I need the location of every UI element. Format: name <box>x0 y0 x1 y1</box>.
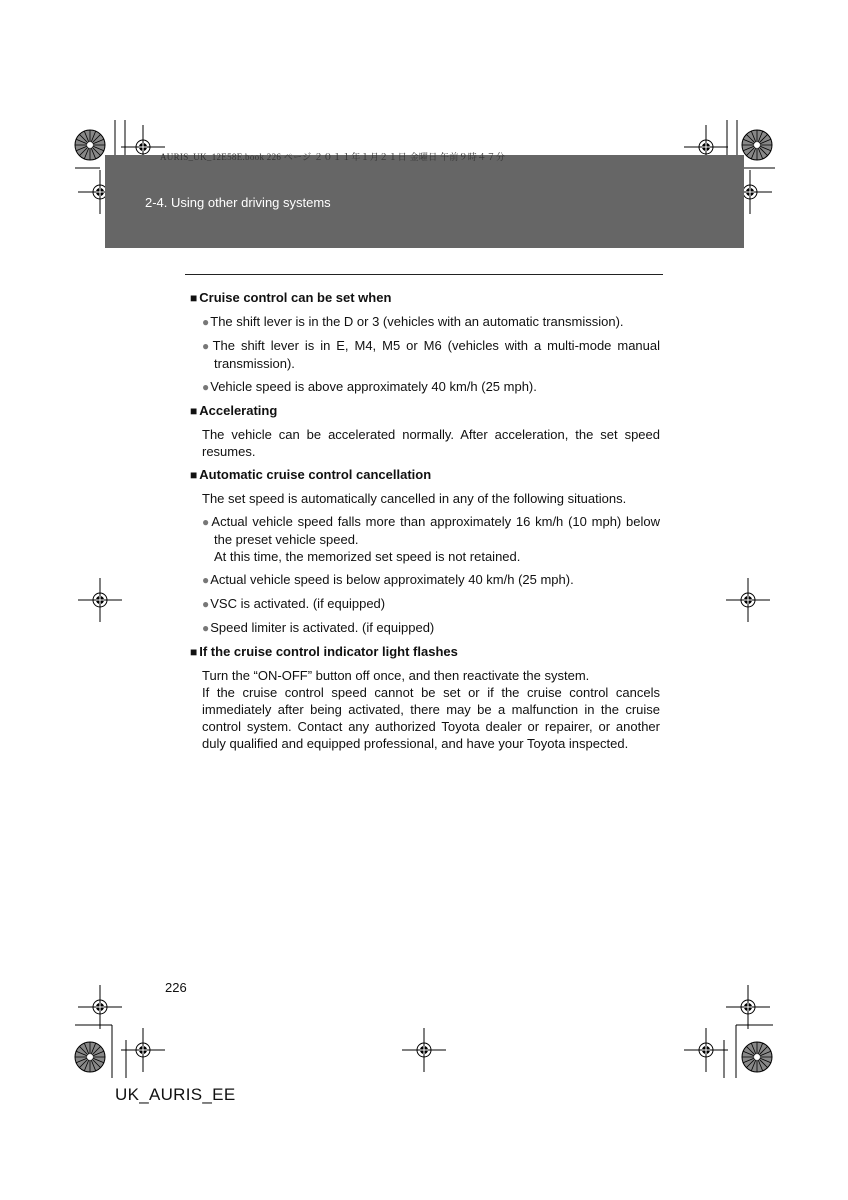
registration-sunburst-icon <box>742 130 772 160</box>
list-item: ●The shift lever is in the D or 3 (vehicles with an automatic transmission). <box>202 314 624 329</box>
page-content <box>190 289 660 758</box>
square-bullet-icon: ■ <box>190 645 198 659</box>
list-item: ●VSC is activated. (if equipped) <box>202 596 386 611</box>
list-item: ●The shift lever is in E, M4, M5 or M6 (vehicles with a multi-mode manual transmission). <box>202 338 661 371</box>
paragraph: The vehicle can be accelerated normally. After acceleration, the set speed resumes. <box>202 427 660 459</box>
section-heading: ■ Cruise control can be set when <box>190 290 392 305</box>
crosshair-icon <box>726 985 770 1029</box>
bullet-icon: ● <box>202 515 211 529</box>
square-bullet-icon: ■ <box>190 291 198 305</box>
square-bullet-icon: ■ <box>190 468 198 482</box>
bullet-icon: ● <box>202 315 210 329</box>
square-bullet-icon: ■ <box>190 404 198 418</box>
list-item: ●Speed limiter is activated. (if equipped) <box>202 620 435 635</box>
registration-sunburst-icon <box>742 1042 772 1072</box>
registration-sunburst-icon <box>75 1042 105 1072</box>
list-item: ●Actual vehicle speed is below approximately 40 km/h (25 mph). <box>202 572 574 587</box>
registration-sunburst-icon <box>75 130 105 160</box>
paragraph: If the cruise control speed cannot be set or if the cruise control cancels immediately after being activated, there may be a malfunction in the cruise control system. Contact any authorized Toyota dealer or repairer, or another duly qualified and equipped professional, and have your Toyota inspected. <box>202 685 660 751</box>
crosshair-icon <box>78 578 122 622</box>
section-heading: ■ Accelerating <box>190 403 278 418</box>
bullet-icon: ● <box>202 573 210 587</box>
section-heading: ■ If the cruise control indicator light flashes <box>190 644 458 659</box>
crosshair-icon <box>684 1028 728 1072</box>
paragraph: The set speed is automatically cancelled in any of the following situations. <box>202 491 627 506</box>
top-rule <box>185 274 663 275</box>
document-code: UK_AURIS_EE <box>115 1085 236 1104</box>
paragraph: Turn the “ON-OFF” button off once, and then reactivate the system. <box>202 668 590 683</box>
crosshair-icon <box>726 578 770 622</box>
bullet-icon: ● <box>202 597 210 611</box>
list-item: ●Vehicle speed is above approximately 40 km/h (25 mph). <box>202 379 537 394</box>
crosshair-icon <box>402 1028 446 1072</box>
crosshair-icon <box>121 1028 165 1072</box>
page-number: 226 <box>165 980 187 995</box>
crosshair-icon <box>78 985 122 1029</box>
file-info-line: AURIS_UK_12E58E.book 226 ページ ２０１１年１月２１日 金曜日 午前９時４７分 <box>160 152 506 162</box>
bullet-icon: ● <box>202 621 210 635</box>
section-heading: ■ Automatic cruise control cancellation <box>190 467 432 482</box>
bullet-icon: ● <box>202 380 210 394</box>
section-title: 2-4. Using other driving systems <box>145 195 331 210</box>
list-item: ●Actual vehicle speed falls more than approximately 16 km/h (10 mph) below the preset vehicle speed. At this time, the memorized set speed is not retained. <box>202 514 660 564</box>
bullet-icon: ● <box>202 339 212 353</box>
